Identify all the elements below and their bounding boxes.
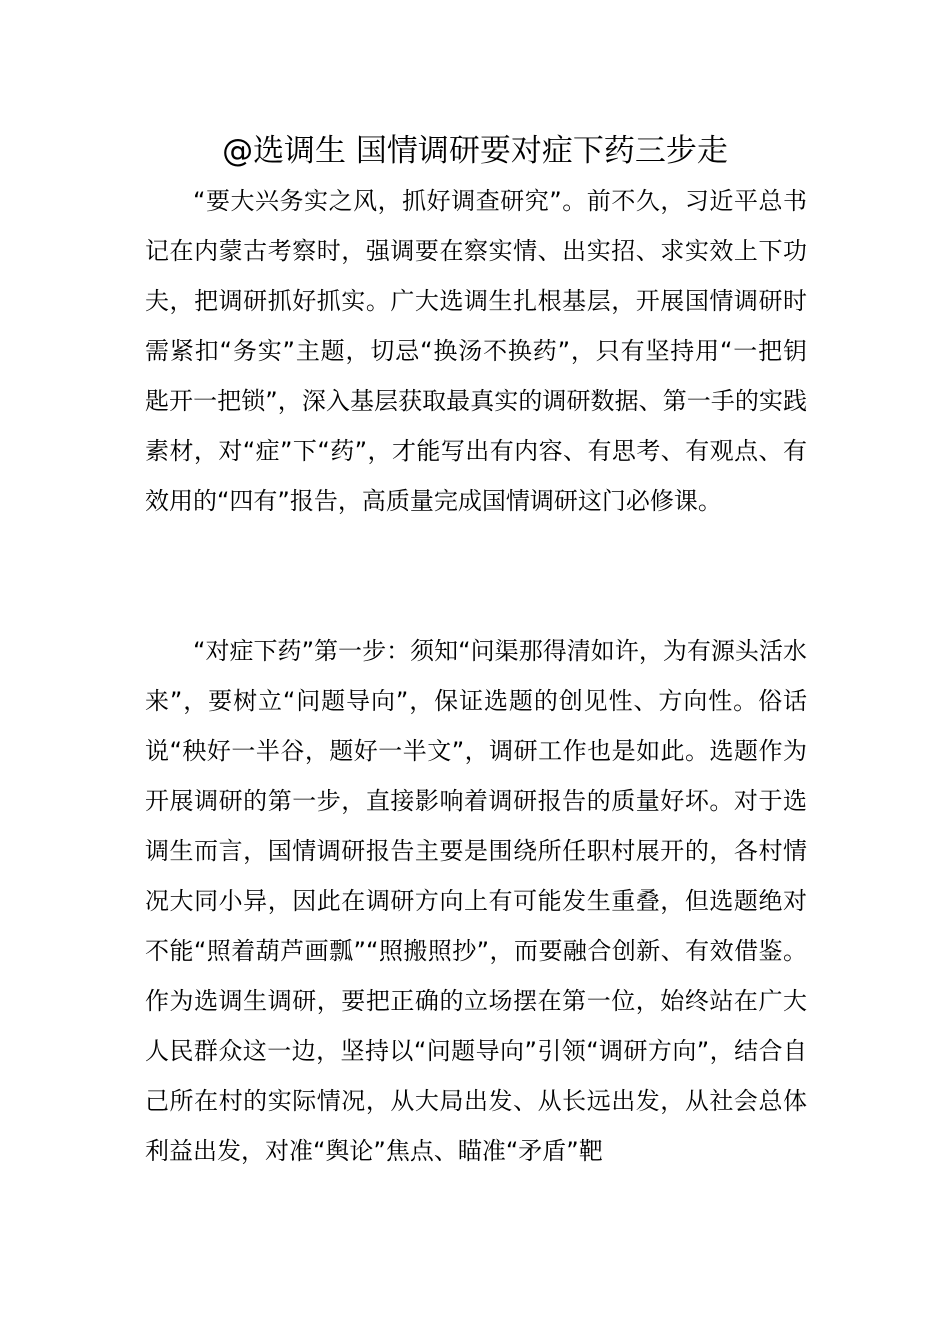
paragraph-intro: “要大兴务实之风，抓好调查研究”。前不久，习近平总书记在内蒙古考察时，强调要在察实情、出实招、求实效上下功夫，把调研抓好抓实。广大选调生扎根基层，开展国情调研时需紧扣“务实”主题，切忌“换汤不换药”，只有坚持用“一把钥匙开一把锁”，深入基层获取最真实的调研数据、第一手的实践素材，对“症”下“药”，才能写出有内容、有思考、有观点、有效用的“四有”报告，高质量完成国情调研这门必修课。 <box>145 187 807 515</box>
document-title: @选调生 国情调研要对症下药三步走 <box>222 133 728 169</box>
paragraph-step-one: “对症下药”第一步：须知“问渠那得清如许，为有源头活水来”，要树立“问题导向”，保证选题的创见性、方向性。俗话说“秧好一半谷，题好一半文”，调研工作也是如此。选题作为开展调研的第一步，直接影响着调研报告的质量好坏。对于选调生而言，国情调研报告主要是围绕所任职村展开的，各村情况大同小异，因此在调研方向上有可能发生重叠，但选题绝对不能“照着葫芦画瓢”“照搬照抄”，而要融合创新、有效借鉴。作为选调生调研，要把正确的立场摆在第一位，始终站在广大人民群众这一边，坚持以“问题导向”引领“调研方向”，结合自己所在村的实际情况，从大局出发、从长远出发，从社会总体利益出发，对准“舆论”焦点、瞄准“矛盾”靶 <box>145 637 807 1165</box>
